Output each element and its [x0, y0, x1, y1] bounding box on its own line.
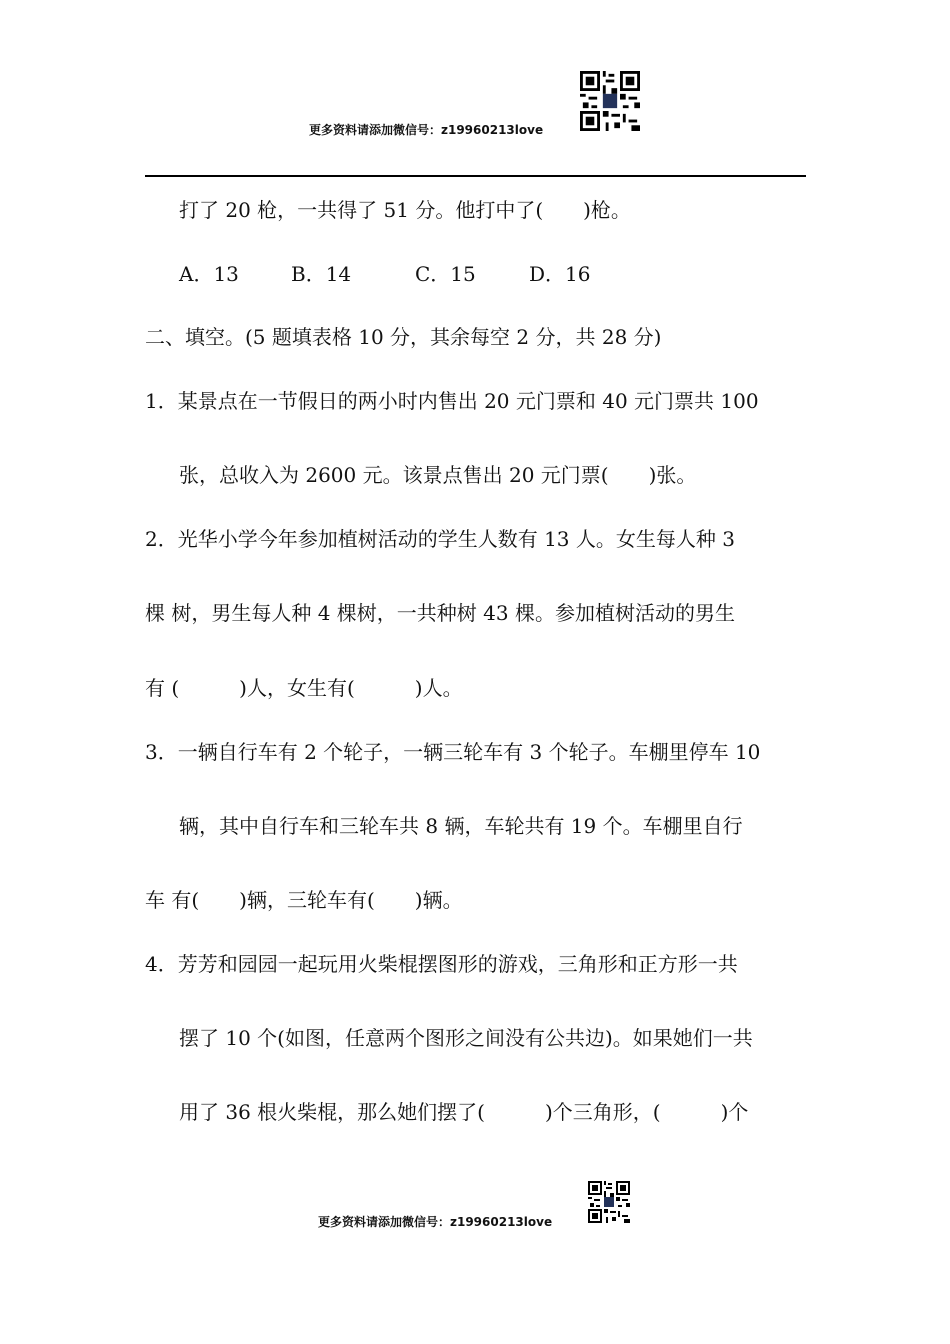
qr-code-icon — [580, 71, 640, 131]
prev-question-text: 打了 20 枪，一共得了 51 分。他打中了( )枪。 — [179, 198, 631, 222]
question-1-line-1: 1．某景点在一节假日的两小时内售出 20 元门票和 40 元门票共 100 — [145, 389, 759, 413]
option-b: B．14 — [291, 262, 352, 286]
option-c: C．15 — [415, 262, 476, 286]
qr-code-icon — [588, 1181, 630, 1223]
question-3-line-1: 3．一辆自行车有 2 个轮子，一辆三轮车有 3 个轮子。车棚里停车 10 — [145, 740, 761, 764]
header-wechat-note: 更多资料请添加微信号：z19960213love — [309, 123, 544, 137]
question-2-line-2: 棵 树，男生每人种 4 棵树，一共种树 43 棵。参加植树活动的男生 — [145, 601, 735, 625]
question-4-line-3: 用了 36 根火柴棍，那么她们摆了( )个三角形，( )个 — [179, 1100, 749, 1124]
question-4-line-1: 4．芳芳和园园一起玩用火柴棍摆图形的游戏，三角形和正方形一共 — [145, 952, 738, 976]
question-2-line-3: 有 ( )人，女生有( )人。 — [145, 676, 463, 700]
question-3-line-2: 辆，其中自行车和三轮车共 8 辆，车轮共有 19 个。车棚里自行 — [179, 814, 743, 838]
section-title: 二、填空。(5 题填表格 10 分，其余每空 2 分，共 28 分) — [145, 325, 662, 349]
option-a: A．13 — [179, 262, 239, 286]
question-2-line-1: 2．光华小学今年参加植树活动的学生人数有 13 人。女生每人种 3 — [145, 527, 735, 551]
option-d: D．16 — [529, 262, 591, 286]
question-1-line-2: 张，总收入为 2600 元。该景点售出 20 元门票( )张。 — [179, 463, 697, 487]
header-divider — [145, 175, 806, 177]
footer-wechat-note: 更多资料请添加微信号：z19960213love — [318, 1215, 553, 1229]
question-4-line-2: 摆了 10 个(如图，任意两个图形之间没有公共边)。如果她们一共 — [179, 1026, 753, 1050]
question-3-line-3: 车 有( )辆，三轮车有( )辆。 — [145, 888, 463, 912]
